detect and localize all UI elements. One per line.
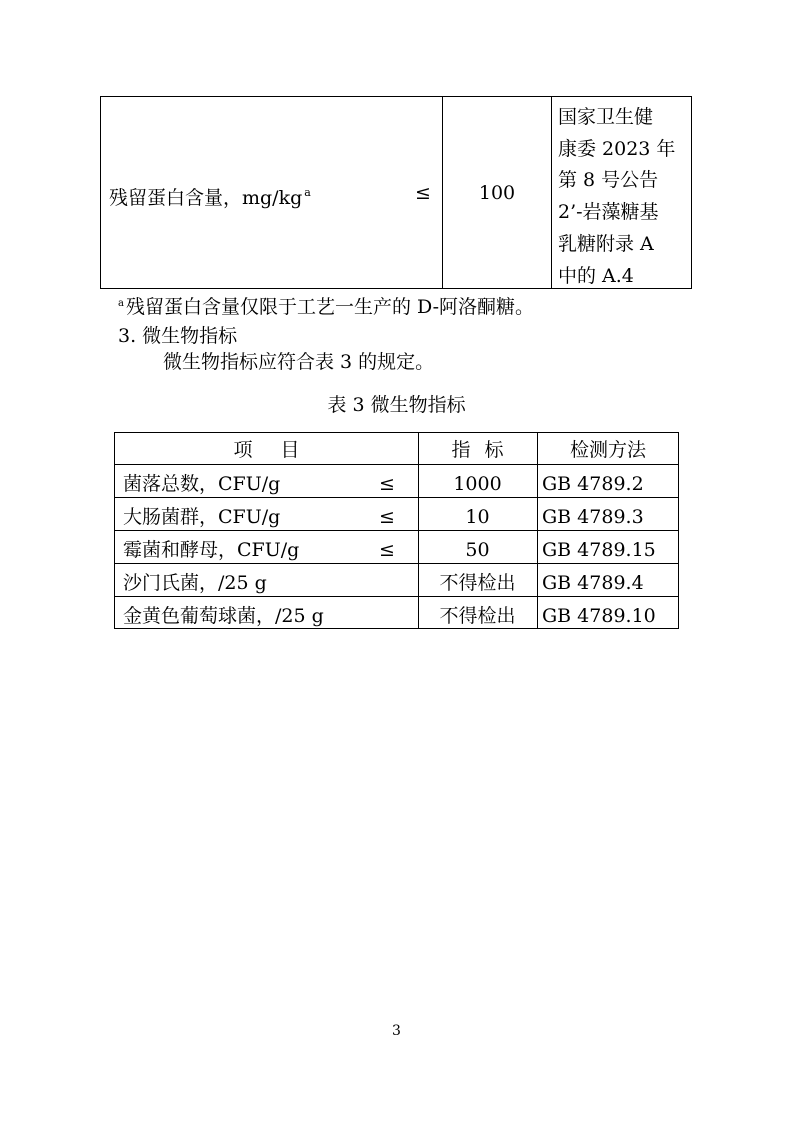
row-method: GB 4789.2 (542, 473, 644, 495)
row-method: GB 4789.10 (542, 605, 656, 627)
table-footnote (118, 292, 534, 319)
row-value: 不得检出 (439, 605, 516, 627)
microbial-table (114, 432, 679, 629)
residual-protein-item (109, 181, 311, 210)
footnote-mark: a (118, 298, 124, 309)
table-divider (551, 97, 552, 288)
method-line: 2’-岩藻糖基 (558, 201, 659, 224)
table-row-divider (115, 530, 678, 531)
footnote-text: 残留蛋白含量仅限于工艺一生产的 D-阿洛酮糖。 (125, 296, 535, 318)
method-line: 第 8 号公告 (558, 169, 659, 192)
method-line: 中的 A.4 (558, 264, 634, 287)
table-caption: 表 3 微生物指标 (327, 394, 466, 416)
table-row-divider (115, 563, 678, 564)
method-line: 乳糖附录 A (558, 232, 654, 255)
row-item: 霉菌和酵母，CFU/g (123, 539, 300, 561)
paragraph: 微生物指标应符合表 3 的规定。 (163, 351, 435, 373)
row-operator: ≤ (379, 539, 395, 561)
operator-symbol: ≤ (415, 182, 431, 204)
limit-value: 100 (478, 182, 516, 204)
section-heading: 3. 微生物指标 (118, 325, 238, 347)
page-number: 3 (392, 1023, 401, 1039)
table-row-divider (115, 464, 678, 465)
table-row-divider (115, 497, 678, 498)
method-cell (558, 102, 690, 292)
row-value: 1000 (453, 473, 502, 495)
header-value: 指标 (451, 439, 518, 461)
item-label: 残留蛋白含量，mg/kg (109, 187, 303, 209)
row-item: 金黄色葡萄球菌，/25 g (123, 605, 324, 627)
row-item: 菌落总数，CFU/g (123, 473, 281, 495)
header-item: 项目 (233, 439, 328, 461)
row-value: 50 (465, 539, 490, 561)
row-method: GB 4789.3 (542, 506, 644, 528)
row-item: 大肠菌群，CFU/g (123, 506, 281, 528)
row-value: 10 (465, 506, 490, 528)
method-line: 国家卫生健 (558, 106, 654, 128)
quality-table-continued (100, 96, 692, 289)
row-item: 沙门氏菌，/25 g (123, 572, 267, 594)
footnote-marker: a (304, 186, 311, 199)
header-method: 检测方法 (569, 439, 646, 461)
row-operator: ≤ (379, 473, 395, 495)
row-value: 不得检出 (439, 572, 516, 594)
row-method: GB 4789.4 (542, 572, 644, 594)
row-method: GB 4789.15 (542, 539, 656, 561)
table-row-divider (115, 596, 678, 597)
method-line: 康委 2023 年 (558, 137, 676, 160)
row-operator: ≤ (379, 506, 395, 528)
